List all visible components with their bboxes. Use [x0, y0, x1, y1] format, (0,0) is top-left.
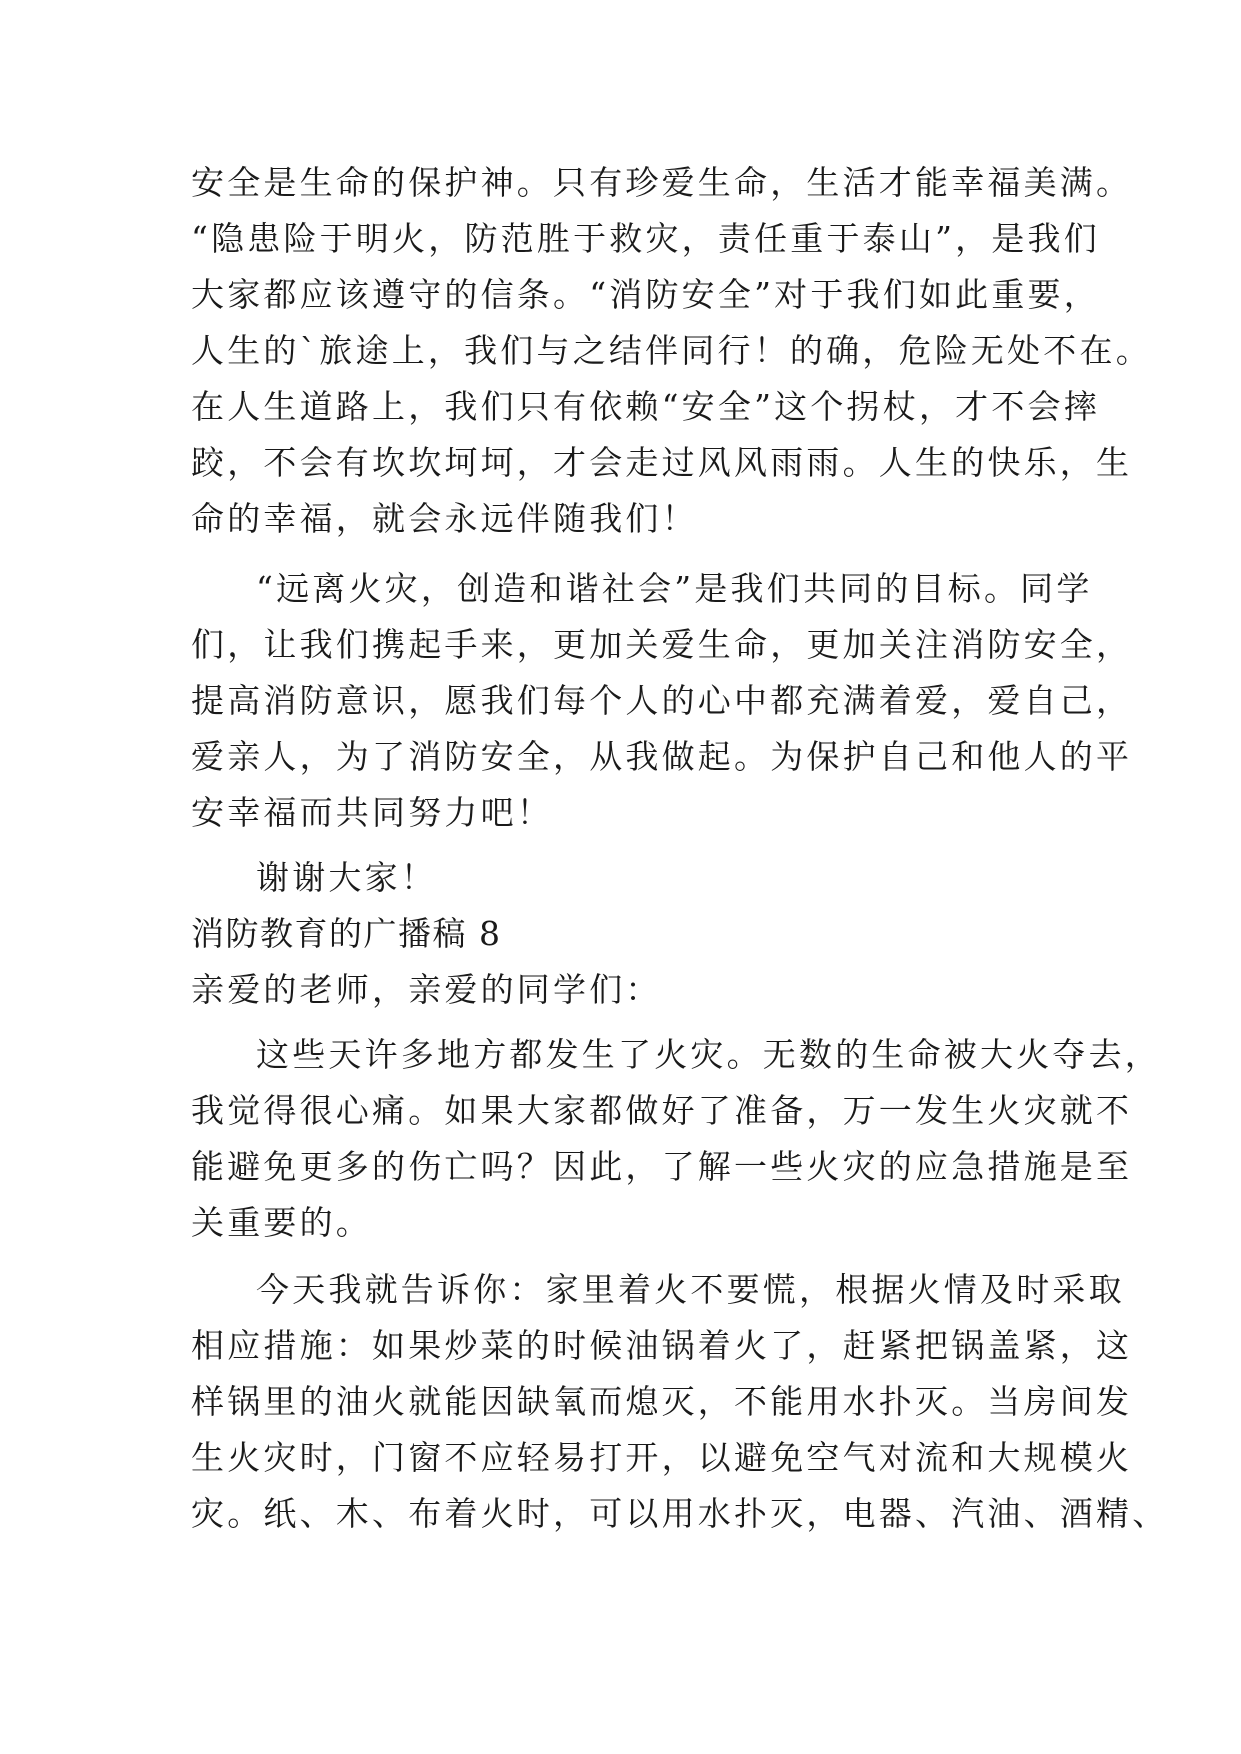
text-line: 我觉得很心痛。如果大家都做好了准备，万一发生火灾就不	[191, 1091, 1133, 1130]
text-line: 相应措施：如果炒菜的时候油锅着火了，赶紧把锅盖紧，这	[191, 1326, 1133, 1365]
paragraph-first-line: 今天我就告诉你：家里着火不要慌，根据火情及时采取	[256, 1270, 1125, 1309]
text-line: 爱亲人，为了消防安全，从我做起。为保护自己和他人的平	[191, 737, 1133, 776]
closing-thanks: 谢谢大家！	[256, 858, 437, 897]
paragraph-first-line: “远离火灾，创造和谐社会”是我们共同的目标。同学	[256, 569, 1093, 608]
text-line: 能避免更多的伤亡吗？因此，了解一些火灾的应急措施是至	[191, 1147, 1133, 1186]
text-line: 人生的`旅途上，我们与之结伴同行！的确，危险无处不在。	[191, 331, 1152, 370]
section-title: 消防教育的广播稿 8	[191, 914, 502, 953]
text-line: 灾。纸、木、布着火时，可以用水扑灭，电器、汽油、酒精、	[191, 1494, 1169, 1533]
text-line: 大家都应该遵守的信条。“消防安全”对于我们如此重要，	[191, 275, 1100, 314]
text-line: 关重要的。	[191, 1203, 372, 1242]
salutation: 亲爱的老师，亲爱的同学们：	[191, 970, 662, 1009]
text-line: 样锅里的油火就能因缺氧而熄灭，不能用水扑灭。当房间发	[191, 1382, 1133, 1421]
text-line: 在人生道路上，我们只有依赖“安全”这个拐杖，才不会摔	[191, 387, 1100, 426]
text-line: 们，让我们携起手来，更加关爱生命，更加关注消防安全，	[191, 625, 1133, 664]
text-line: 命的幸福，就会永远伴随我们！	[191, 499, 698, 538]
text-line: 跤，不会有坎坎坷坷，才会走过风风雨雨。人生的快乐，生	[191, 443, 1133, 482]
paragraph-first-line: 这些天许多地方都发生了火灾。无数的生命被大火夺去，	[256, 1035, 1161, 1074]
text-line: 提高消防意识，愿我们每个人的心中都充满着爱，爱自己，	[191, 681, 1133, 720]
text-line: 安全是生命的保护神。只有珍爱生命，生活才能幸福美满。	[191, 163, 1133, 202]
text-line: “隐患险于明火，防范胜于救灾，责任重于泰山”，是我们	[191, 219, 1100, 258]
text-line: 生火灾时，门窗不应轻易打开，以避免空气对流和大规模火	[191, 1438, 1133, 1477]
text-line: 安幸福而共同努力吧！	[191, 793, 553, 832]
